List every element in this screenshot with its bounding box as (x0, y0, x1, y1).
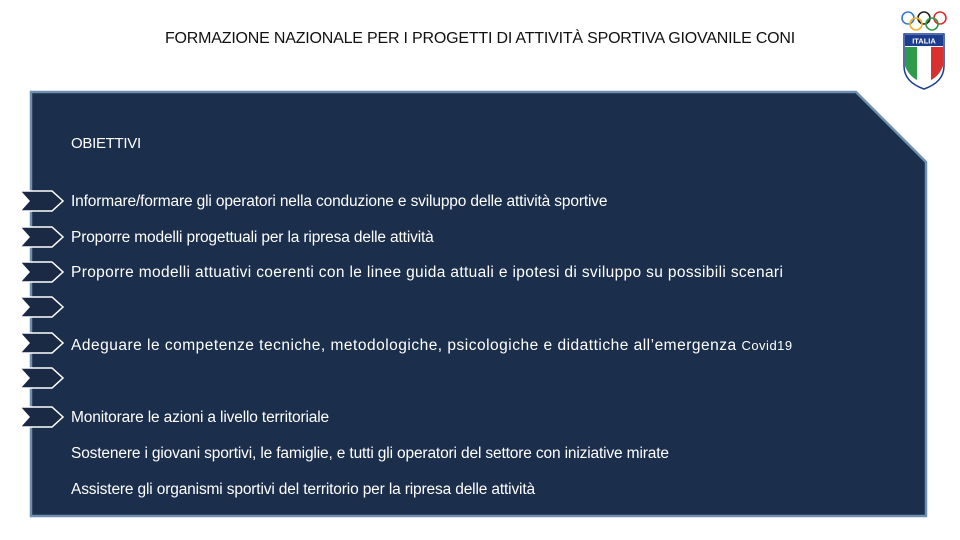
objective-item: Monitorare le azioni a livello territoriale (71, 409, 330, 426)
objective-item: Informare/formare gli operatori nella conduzione e sviluppo delle attività sportive (71, 193, 608, 210)
section-heading: OBIETTIVI (71, 135, 141, 152)
logo-label: ITALIA (912, 36, 936, 46)
chevron-arrow-icon (20, 261, 64, 283)
objective-item: Assistere gli organismi sportivi del territorio per la ripresa delle attività (71, 481, 535, 498)
objective-item (71, 337, 793, 355)
chevron-arrow-icon (20, 190, 64, 212)
objective-item: Sostenere i giovani sportivi, le famiglie, e tutti gli operatori del settore con iniziative mirate (71, 445, 669, 462)
chevron-arrow-icon (20, 406, 64, 428)
chevron-arrow-icon (20, 296, 64, 318)
chevron-arrow-icon (20, 332, 64, 354)
objective-item: Proporre modelli attuativi coerenti con le linee guida attuali e ipotesi di sviluppo su possibili scenari (71, 264, 784, 281)
objective-item: Proporre modelli progettuali per la ripresa delle attività (71, 229, 434, 246)
slide-title: FORMAZIONE NAZIONALE PER I PROGETTI DI ATTIVITÀ SPORTIVA GIOVANILE CONI (164, 30, 796, 47)
objective-note: Covid19 (741, 338, 793, 353)
chevron-arrow-icon (20, 367, 64, 389)
objective-text: Adeguare le competenze tecniche, metodologiche, psicologiche e didattiche all’emergenza (71, 337, 737, 354)
chevron-arrow-icon (20, 226, 64, 248)
